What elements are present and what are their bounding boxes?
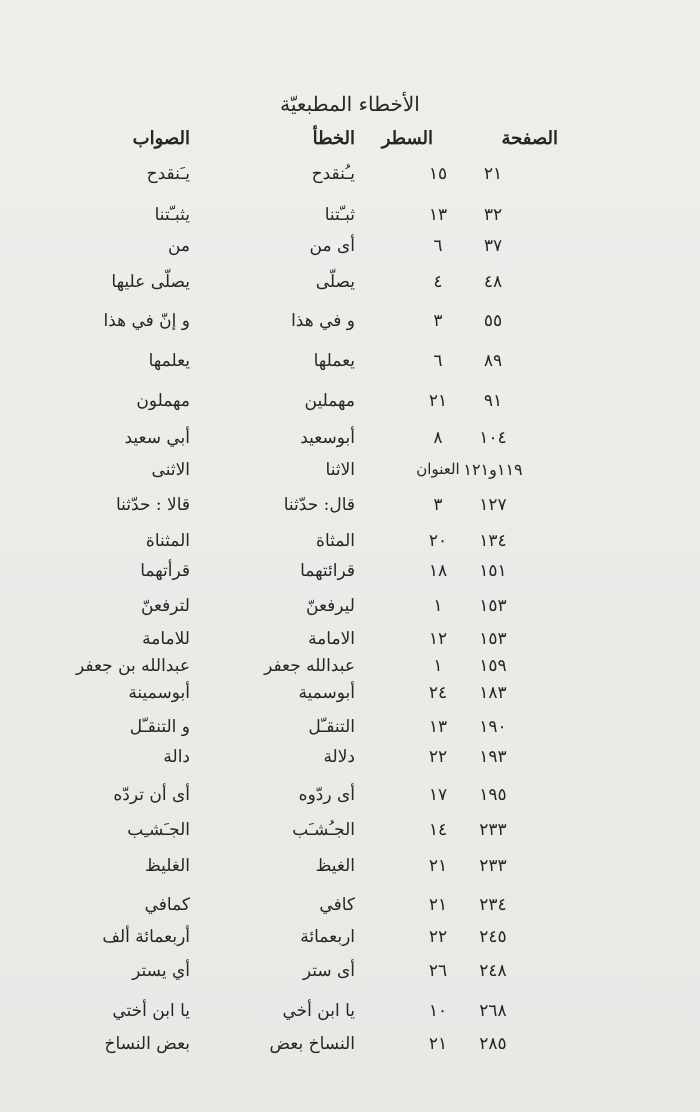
row-correct: الجـَشـِب: [127, 820, 190, 840]
row-correct: يعلمها: [148, 351, 190, 371]
row-wrong: أى ردّوه: [298, 785, 355, 805]
row-line: ٢١: [428, 895, 448, 915]
row-correct: المثناة: [145, 531, 190, 551]
row-page: ١٠٤: [479, 428, 507, 448]
row-correct: عبدالله بن جعفر: [75, 656, 190, 676]
row-correct: دالة: [163, 747, 190, 767]
header-page: الصفحة: [501, 128, 558, 149]
row-line: ٦: [433, 236, 443, 256]
row-line: ١٠: [428, 1001, 448, 1021]
row-correct: و إنّ في هذا: [103, 311, 190, 331]
row-wrong: يصلّى: [315, 272, 355, 292]
row-page: ١٩٣: [479, 747, 507, 767]
row-page: ٤٨: [483, 272, 503, 292]
row-page: ١٥٩: [479, 656, 507, 676]
row-page: ٢٦٨: [479, 1001, 507, 1021]
row-page: ٩١: [483, 391, 503, 411]
row-correct: قالا : حدّثنا: [115, 495, 190, 515]
row-line: ٢١: [428, 391, 448, 411]
row-line: ١: [433, 656, 443, 676]
row-correct: الغليظ: [145, 856, 190, 876]
row-correct: للامامة: [142, 629, 190, 649]
row-line: ٦: [433, 351, 443, 371]
row-page: ٢٣٣: [479, 820, 507, 840]
row-page: ٢٨٥: [479, 1034, 507, 1054]
row-correct: أبي سعيد: [124, 428, 190, 448]
row-correct: يصلّى عليها: [111, 272, 190, 292]
row-correct: و التنقـّل: [129, 717, 190, 737]
row-line: ٢٢: [428, 927, 448, 947]
row-line: ١٥: [428, 164, 448, 184]
row-line: ١٣: [428, 717, 448, 737]
row-wrong: قال: حدّثنا: [283, 495, 355, 515]
row-correct: يا ابن أختي: [112, 1001, 190, 1021]
row-line: ٣: [433, 495, 443, 515]
row-page: ١٩٥: [479, 785, 507, 805]
row-page: ١٥٣: [479, 596, 507, 616]
row-wrong: الغيظ: [315, 856, 355, 876]
row-correct: يثبـّتنا: [154, 205, 190, 225]
row-correct: أبوسمينة: [128, 683, 190, 703]
row-line: ١٤: [428, 820, 448, 840]
row-correct: من: [167, 236, 190, 256]
row-wrong: يعملها: [313, 351, 355, 371]
row-line: العنوان: [416, 460, 460, 478]
row-page: ١٥٣: [479, 629, 507, 649]
row-line: ١٧: [428, 785, 448, 805]
row-wrong: الامامة: [308, 629, 355, 649]
row-page: ٢٣٣: [479, 856, 507, 876]
row-page: ٣٧: [483, 236, 503, 256]
row-line: ٢٢: [428, 747, 448, 767]
row-line: ٢٦: [428, 961, 448, 981]
row-wrong: مهملين: [304, 391, 355, 411]
row-wrong: كافي: [319, 895, 355, 915]
row-page: ١٥١: [479, 561, 507, 581]
row-wrong: أى من: [309, 236, 355, 256]
row-page: ١٨٣: [479, 683, 507, 703]
row-line: ١٨: [428, 561, 448, 581]
row-line: ١٣: [428, 205, 448, 225]
errata-title: الأخطاء المطبعيّة: [280, 92, 420, 116]
row-page: ٢٤٨: [479, 961, 507, 981]
row-wrong: النساخ بعض: [269, 1034, 355, 1054]
header-line: السطر: [381, 128, 433, 149]
row-page: ٨٩: [483, 351, 503, 371]
row-wrong: ليرفعنّ: [306, 596, 355, 616]
row-line: ٨: [433, 428, 443, 448]
row-wrong: المثاة: [316, 531, 355, 551]
row-wrong: اربعمائة: [300, 927, 355, 947]
row-wrong: عبدالله جعفر: [264, 656, 355, 676]
row-line: ٢٠: [428, 531, 448, 551]
row-wrong: قرائتهما: [300, 561, 355, 581]
row-wrong: التنقـّل: [308, 717, 355, 737]
row-correct: أي يستر: [132, 961, 190, 981]
row-page: ١٣٤: [479, 531, 507, 551]
row-wrong: و في هذا: [291, 311, 355, 331]
row-page: ٣٢: [483, 205, 503, 225]
row-line: ١: [433, 596, 443, 616]
row-line: ١٢: [428, 629, 448, 649]
row-line: ٢١: [428, 856, 448, 876]
row-correct: يـَنقدح: [146, 164, 190, 184]
row-wrong: يا ابن أخي: [282, 1001, 355, 1021]
row-correct: لترفعنّ: [141, 596, 190, 616]
row-wrong: أبوسمية: [298, 683, 355, 703]
row-line: ٤: [433, 272, 443, 292]
row-wrong: أبوسعيد: [300, 428, 355, 448]
row-line: ٢١: [428, 1034, 448, 1054]
row-line: ٣: [433, 311, 443, 331]
row-correct: بعض النساخ: [104, 1034, 190, 1054]
header-right: الصواب: [132, 128, 190, 149]
row-page: ١١٩و١٢١: [463, 460, 523, 479]
row-correct: الاثنى: [151, 460, 190, 480]
row-page: ١٢٧: [479, 495, 507, 515]
row-page: ٢١: [483, 164, 503, 184]
row-correct: أربعمائة ألف: [102, 927, 190, 947]
row-page: ٥٥: [483, 311, 503, 331]
row-wrong: ثبـّتنا: [324, 205, 355, 225]
row-page: ١٩٠: [479, 717, 507, 737]
row-wrong: أى ستر: [302, 961, 355, 981]
row-correct: مهملون: [136, 391, 190, 411]
row-correct: قرأتهما: [140, 561, 190, 581]
row-page: ٢٣٤: [479, 895, 507, 915]
row-page: ٢٤٥: [479, 927, 507, 947]
row-correct: كمافي: [144, 895, 190, 915]
row-wrong: الاثنا: [325, 460, 355, 480]
row-line: ٢٤: [428, 683, 448, 703]
header-wrong: الخطأ: [312, 128, 355, 149]
row-wrong: يـُنقدح: [311, 164, 355, 184]
row-wrong: الجـُشـَب: [292, 820, 355, 840]
row-correct: أى أن تردّه: [113, 785, 190, 805]
row-wrong: دلالة: [323, 747, 355, 767]
